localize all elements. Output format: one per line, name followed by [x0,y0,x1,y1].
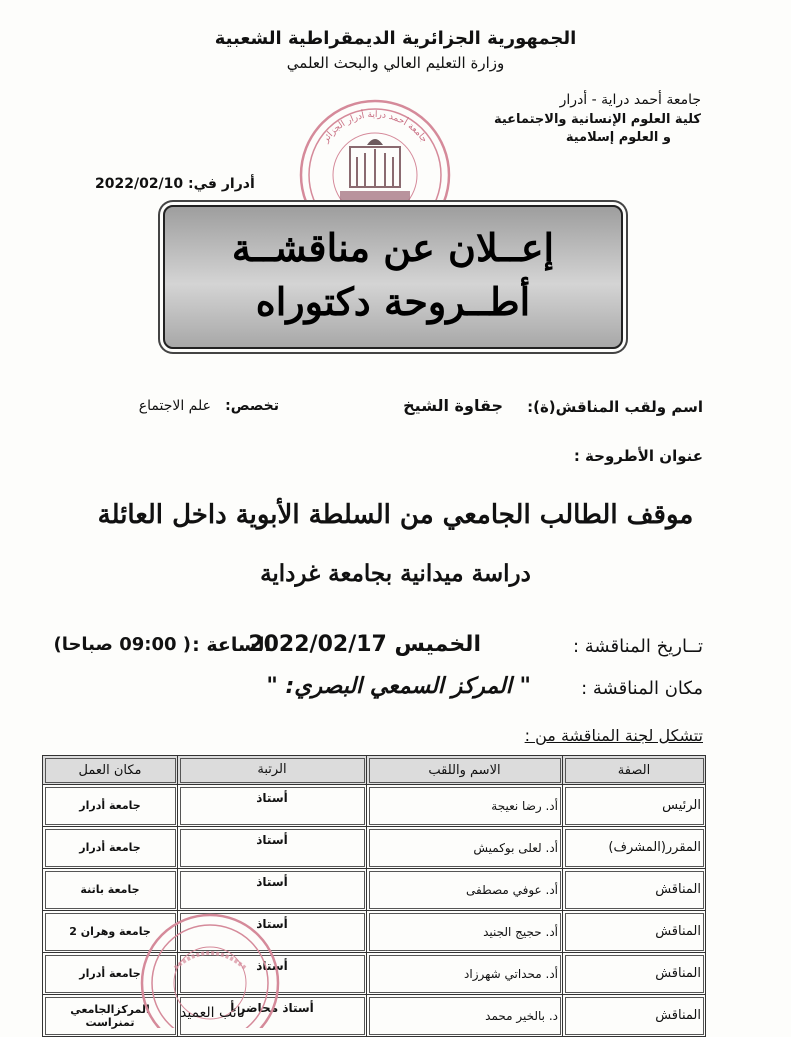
defense-place-label: مكان المناقشة : [581,678,703,699]
member-name: أد. محداتي شهرزاد [367,953,563,995]
table-row [43,785,706,827]
defense-time: ( 09:00 صباحا) [53,634,191,655]
announcement-subtitle: أطــروحة دكتوراه [255,279,531,324]
table-row [43,827,706,869]
committee-label: تتشكل لجنة المناقشة من : [524,726,703,745]
member-rank: أستاذ [178,869,367,911]
member-rank: أستاذ [178,827,367,869]
jury-table-header [43,756,706,785]
member-name: أد. حجيج الجنيد [367,911,563,953]
defense-date-label: تــاريخ المناقشة : [573,636,703,657]
member-rank: أستاذ [178,785,367,827]
table-row [43,869,706,911]
member-workplace: جامعة أدرار [43,827,178,869]
member-name: أد. رضا نعيجة [367,785,563,827]
member-workplace: المركزالجامعي تمنراست [43,995,178,1037]
header-workplace: مكان العمل [43,756,178,785]
member-workplace: جامعة أدرار [43,953,178,995]
member-role: الرئيس [563,785,706,827]
ministry-heading: وزارة التعليم العالي والبحث العلمي [286,54,505,72]
member-name: أد. لعلى بوكميش [367,827,563,869]
candidate-name: جقاوة الشيخ [403,396,503,415]
defense-time-label: الساعة : [192,634,271,656]
thesis-title-label: عنوان الأطروحة : [573,447,703,465]
announcement-title-box [163,205,623,349]
defense-date: الخميس 2022/02/17 [248,632,481,657]
vice-dean-signature-label: نائب العميد [180,1005,245,1021]
member-workplace: جامعة باتنة [43,869,178,911]
specialty-label: تخصص: [225,398,279,414]
issue-date [95,176,255,192]
member-rank: أستاذ محاضر أ [178,995,367,1037]
member-role: المناقش [563,995,706,1037]
defense-place: " المركز السمعي البصري: " [266,674,531,699]
member-role: المناقش [563,869,706,911]
svg-text:جامعة أحمد دراية أدرار الجزائر: جامعة أحمد دراية أدرار الجزائر [321,109,429,145]
header-name: الاسم واللقب [367,756,563,785]
issue-date-label: أدرار في: [188,176,255,192]
header-rank: الرتبة [178,756,367,785]
member-rank: أستاذ [178,953,367,995]
candidate-name-label: اسم ولقب المناقش(ة): [527,398,703,416]
member-workplace: جامعة وهران 2 [43,911,178,953]
member-workplace: جامعة أدرار [43,785,178,827]
member-role: المناقش [563,911,706,953]
faculty-name-continued: و العلوم إسلامية [565,130,671,145]
member-role: المقرر(المشرف) [563,827,706,869]
member-name: د. بالخير محمد [367,995,563,1037]
thesis-subtitle: دراسة ميدانية بجامعة غرداية [260,560,531,587]
thesis-title: موقف الطالب الجامعي من السلطة الأبوية داخل العائلة [97,500,694,530]
member-rank: أستاذ [178,911,367,953]
university-name: جامعة أحمد دراية - أدرار [559,92,701,108]
specialty-value: علم الاجتماع [138,398,211,414]
republic-heading: الجمهورية الجزائرية الديمقراطية الشعبية [214,28,577,49]
issue-date-value: 2022/02/10 [95,176,184,192]
member-role: المناقش [563,953,706,995]
faculty-name: كلية العلوم الإنسانية والاجتماعية [493,112,701,127]
header-role: الصفة [563,756,706,785]
member-name: أد. عوفي مصطفى [367,869,563,911]
announcement-title: إعــلان عن مناقشــة [231,225,555,270]
